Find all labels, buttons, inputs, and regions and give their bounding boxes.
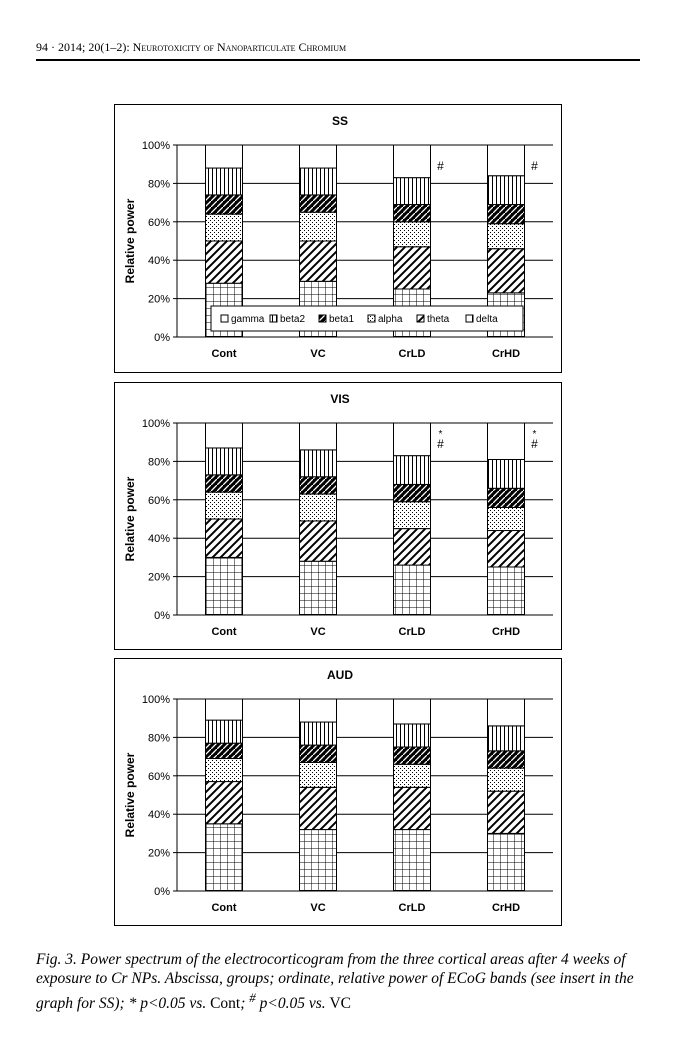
bar-segment-alpha-vc [300, 212, 337, 241]
bar-segment-beta1-cont [206, 743, 243, 758]
chart-title: VIS [330, 392, 350, 406]
x-tick-label: CrHD [491, 902, 521, 914]
bar-segment-delta-crld [394, 565, 431, 615]
bar-segment-alpha-crhd [488, 507, 525, 530]
bar-segment-beta1-vc [300, 195, 337, 212]
bar-segment-theta-cont [206, 241, 243, 283]
bar-segment-theta-crhd [488, 531, 525, 567]
x-tick-label: Cont [211, 348, 237, 360]
bar-segment-beta2-cont [206, 448, 243, 475]
x-tick-label: Cont [211, 902, 237, 914]
bar-segment-beta2-crld [394, 724, 431, 747]
caption-vc: VC [329, 995, 352, 1013]
bar-segment-alpha-crld [394, 764, 431, 787]
legend-label-beta1: beta1 [329, 314, 355, 325]
chart-title: AUD [327, 668, 353, 682]
bar-segment-alpha-crhd [488, 224, 525, 249]
bar-segment-gamma-vc [300, 423, 337, 450]
y-tick-label: 40% [147, 533, 170, 546]
bar-segment-beta1-cont [206, 475, 243, 492]
bar-segment-beta2-vc [300, 450, 337, 477]
bar-segment-beta1-cont [206, 195, 243, 214]
bar-segment-beta1-vc [300, 745, 337, 762]
x-tick-label: VC [310, 348, 326, 360]
bar-segment-beta2-cont [206, 168, 243, 195]
legend [211, 306, 523, 331]
bar-segment-alpha-cont [206, 492, 243, 519]
bar-segment-alpha-crld [394, 222, 431, 247]
bar-segment-beta1-vc [300, 477, 337, 494]
x-tick-label: Cont [211, 626, 237, 638]
y-tick-label: 80% [147, 178, 170, 191]
legend-swatch-delta [466, 315, 473, 322]
bar-segment-beta1-crld [394, 205, 431, 222]
y-tick-label: 100% [141, 694, 170, 706]
significance-mark: # [437, 437, 444, 451]
bar-segment-theta-crld [394, 787, 431, 829]
header-text [36, 40, 346, 55]
significance-mark: # [531, 437, 538, 451]
header-rule [36, 59, 640, 61]
x-tick-label: CrHD [491, 348, 521, 360]
x-tick-label: CrLD [398, 626, 426, 638]
bar-segment-theta-cont [206, 782, 243, 824]
x-tick-label: CrLD [398, 902, 426, 914]
chart-panel-ss [114, 104, 562, 373]
chart-panel-aud [114, 658, 562, 926]
chart-ss [115, 105, 561, 372]
bar-segment-gamma-crld [394, 423, 431, 456]
bar-segment-gamma-crhd [488, 699, 525, 726]
bar-segment-alpha-crhd [488, 768, 525, 791]
bar-segment-gamma-cont [206, 699, 243, 720]
running-header [36, 38, 640, 60]
bar-segment-gamma-vc [300, 699, 337, 722]
caption-hash: # [249, 990, 256, 1005]
x-tick-label: CrHD [491, 626, 521, 638]
bar-segment-beta1-crhd [488, 751, 525, 768]
y-tick-label: 80% [147, 732, 170, 745]
bar-segment-beta1-crld [394, 484, 431, 501]
caption-cont: Cont [210, 995, 241, 1013]
legend-swatch-alpha [368, 315, 375, 322]
bar-segment-beta2-crhd [488, 726, 525, 751]
y-tick-label: 100% [141, 140, 170, 152]
x-tick-label: VC [310, 626, 326, 638]
header-separator: · [51, 40, 55, 54]
bar-segment-alpha-vc [300, 494, 337, 521]
bar-segment-alpha-cont [206, 759, 243, 782]
significance-mark: # [437, 159, 444, 173]
bar-segment-delta-vc [300, 830, 337, 891]
caption-text: Fig. 3. Power spectrum of the electrocorticogram from the three cortical areas after 4 weeks of exposure to Cr NPs. Abscissa, groups; ordinate, relative power of ECoG bands (see insert in the graph for SS); * p<0.05 vs. [36, 951, 634, 1013]
bar-segment-gamma-crhd [488, 423, 525, 459]
bar-segment-beta1-crhd [488, 488, 525, 507]
bar-segment-gamma-cont [206, 423, 243, 448]
bar-segment-theta-vc [300, 787, 337, 829]
bar-segment-gamma-crld [394, 699, 431, 724]
bar-segment-delta-crhd [488, 567, 525, 615]
legend-label-delta: delta [476, 314, 498, 325]
chart-vis [115, 383, 561, 649]
page-number: 94 [36, 40, 48, 54]
bar-segment-alpha-crld [394, 502, 431, 529]
bar-segment-beta2-crhd [488, 459, 525, 488]
y-tick-label: 80% [147, 456, 170, 469]
bar-segment-delta-vc [300, 561, 337, 615]
legend-label-theta: theta [427, 314, 450, 325]
y-tick-label: 60% [147, 216, 170, 229]
chart-panel-vis [114, 382, 562, 650]
bar-segment-theta-crld [394, 529, 431, 565]
bar-segment-beta2-crld [394, 456, 431, 485]
y-tick-label: 20% [147, 293, 170, 306]
bar-segment-delta-crhd [488, 833, 525, 891]
bar-segment-beta2-cont [206, 720, 243, 743]
significance-mark: * [532, 429, 537, 440]
y-tick-label: 100% [141, 418, 170, 430]
y-tick-label: 20% [147, 847, 170, 860]
bar-segment-gamma-crhd [488, 145, 525, 176]
y-tick-label: 40% [147, 255, 170, 268]
bar-segment-theta-crhd [488, 249, 525, 293]
legend-swatch-gamma [221, 315, 228, 322]
y-tick-label: 20% [147, 571, 170, 584]
legend-swatch-theta [417, 315, 424, 322]
bar-segment-beta2-crhd [488, 176, 525, 205]
y-axis-label: Relative power [123, 198, 137, 284]
y-axis-label: Relative power [123, 752, 137, 838]
bar-segment-beta2-vc [300, 722, 337, 745]
bar-segment-delta-cont [206, 824, 243, 891]
y-axis-label: Relative power [123, 476, 137, 562]
bar-segment-gamma-vc [300, 145, 337, 168]
significance-mark: * [438, 429, 443, 440]
y-tick-label: 0% [154, 610, 170, 622]
bar-segment-theta-vc [300, 241, 337, 281]
caption-text-2: p<0.05 vs. [255, 995, 330, 1013]
bar-segment-theta-vc [300, 521, 337, 561]
y-tick-label: 0% [154, 886, 170, 898]
bar-segment-alpha-cont [206, 214, 243, 241]
figure-caption [36, 950, 646, 1013]
chart-title: SS [331, 114, 349, 128]
bar-segment-beta1-crhd [488, 205, 525, 224]
bar-segment-theta-crhd [488, 791, 525, 833]
x-tick-label: VC [310, 902, 326, 914]
y-tick-label: 60% [147, 494, 170, 507]
significance-mark: # [531, 159, 538, 173]
y-tick-label: 0% [154, 332, 170, 344]
y-tick-label: 60% [147, 770, 170, 783]
y-tick-label: 40% [147, 809, 170, 822]
journal-issue: 2014; 20(1–2): [58, 40, 130, 54]
bar-segment-beta1-crld [394, 747, 431, 764]
bar-segment-gamma-cont [206, 145, 243, 168]
bar-segment-theta-cont [206, 519, 243, 557]
bar-segment-beta2-vc [300, 168, 337, 195]
chart-aud [115, 659, 561, 925]
legend-label-alpha: alpha [378, 314, 403, 325]
legend-label-beta2: beta2 [280, 314, 306, 325]
bar-segment-gamma-crld [394, 145, 431, 178]
caption-sep: ; [240, 995, 250, 1013]
bar-segment-delta-cont [206, 557, 243, 615]
bar-segment-delta-crld [394, 830, 431, 891]
bar-segment-alpha-vc [300, 762, 337, 787]
legend-label-gamma: gamma [231, 314, 265, 325]
legend-swatch-beta1 [319, 315, 326, 322]
legend-swatch-beta2 [270, 315, 277, 322]
bar-segment-beta2-crld [394, 178, 431, 205]
x-tick-label: CrLD [398, 348, 426, 360]
article-title: Neurotoxicity of Nanoparticulate Chromium [132, 40, 347, 54]
bar-segment-theta-crld [394, 247, 431, 289]
